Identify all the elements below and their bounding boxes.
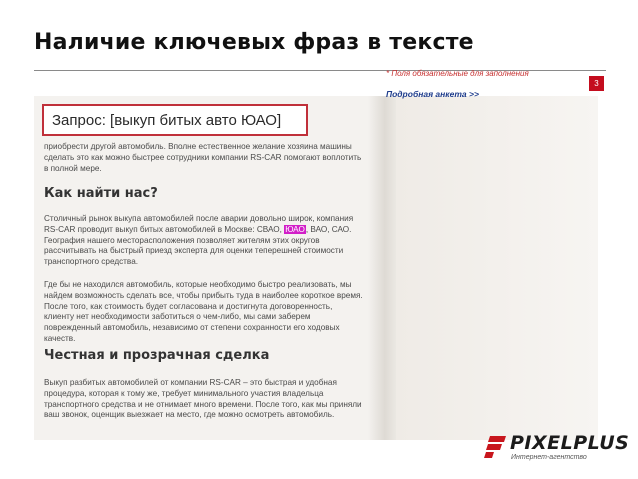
paragraph-location-end: , ВАО, САО. География нашего месторасположения позволяет жителям этих округов рассчитывать на быстрый приезд эксперта для оценки теперешней стоимости транспортного средства.: [44, 224, 352, 267]
heading-fair-deal: Честная и прозрачная сделка: [44, 348, 270, 363]
pixelplus-logo: [484, 432, 630, 472]
detailed-form-link[interactable]: Подробная анкета >>: [386, 89, 479, 99]
keyword-highlight: ЮАО: [285, 224, 305, 234]
logo-mark-icon: [484, 434, 506, 458]
website-screenshot: [34, 96, 598, 440]
intro-paragraph: приобрести другой автомобиль. Вполне естественное желание хозяина машины сделать это как можно быстрее сотрудники компании RS-CAR помогают воплотить в полной мере.: [44, 142, 362, 173]
paragraph-location-start: Столичный рынок выкупа автомобилей после аварии довольно широк, компания RS-CAR проводит выкуп битых автомобилей в Москве: СВАО,: [44, 214, 354, 234]
page-number-badge: 3: [589, 76, 604, 91]
right-column: [396, 96, 598, 440]
query-box: [42, 104, 308, 136]
slide-title: Наличие ключевых фраз в тексте: [34, 30, 474, 55]
query-text: Запрос: [выкуп битых авто ЮАО]: [52, 112, 282, 129]
paragraph-deal: Выкуп разбитых автомобилей от компании RS-CAR – это быстрая и удобная процедура, которая к тому же, требует минимального участия владельца транспортного средства и не отнимает много времени. После того, как мы приняли ваш звонок, оценщик выезжает на место, где можно осмотреть автомобиль.: [44, 378, 362, 420]
paragraph-process: Где бы не находился автомобиль, которые необходимо быстро реализовать, мы найдем возможность сделать все, чтобы прибыть туда в наиболее короткое время. После того, как стоимость будет согласована и достигнута договоренность, клиенту нет необходимости заботиться о чем-либо, мы сами заберем поврежденный автомобиль, независимо от степени сохранности его ходовых качеств.: [44, 280, 363, 343]
page-spine: [368, 96, 396, 440]
logo-tagline: Интернет-агентство: [511, 454, 587, 461]
paragraph-location: [44, 214, 364, 268]
heading-how-to-find: Как найти нас?: [44, 186, 158, 201]
required-fields-note: * Поля обязательные для заполнения: [386, 69, 529, 78]
logo-wordmark: PIXELPLUS: [510, 432, 630, 454]
